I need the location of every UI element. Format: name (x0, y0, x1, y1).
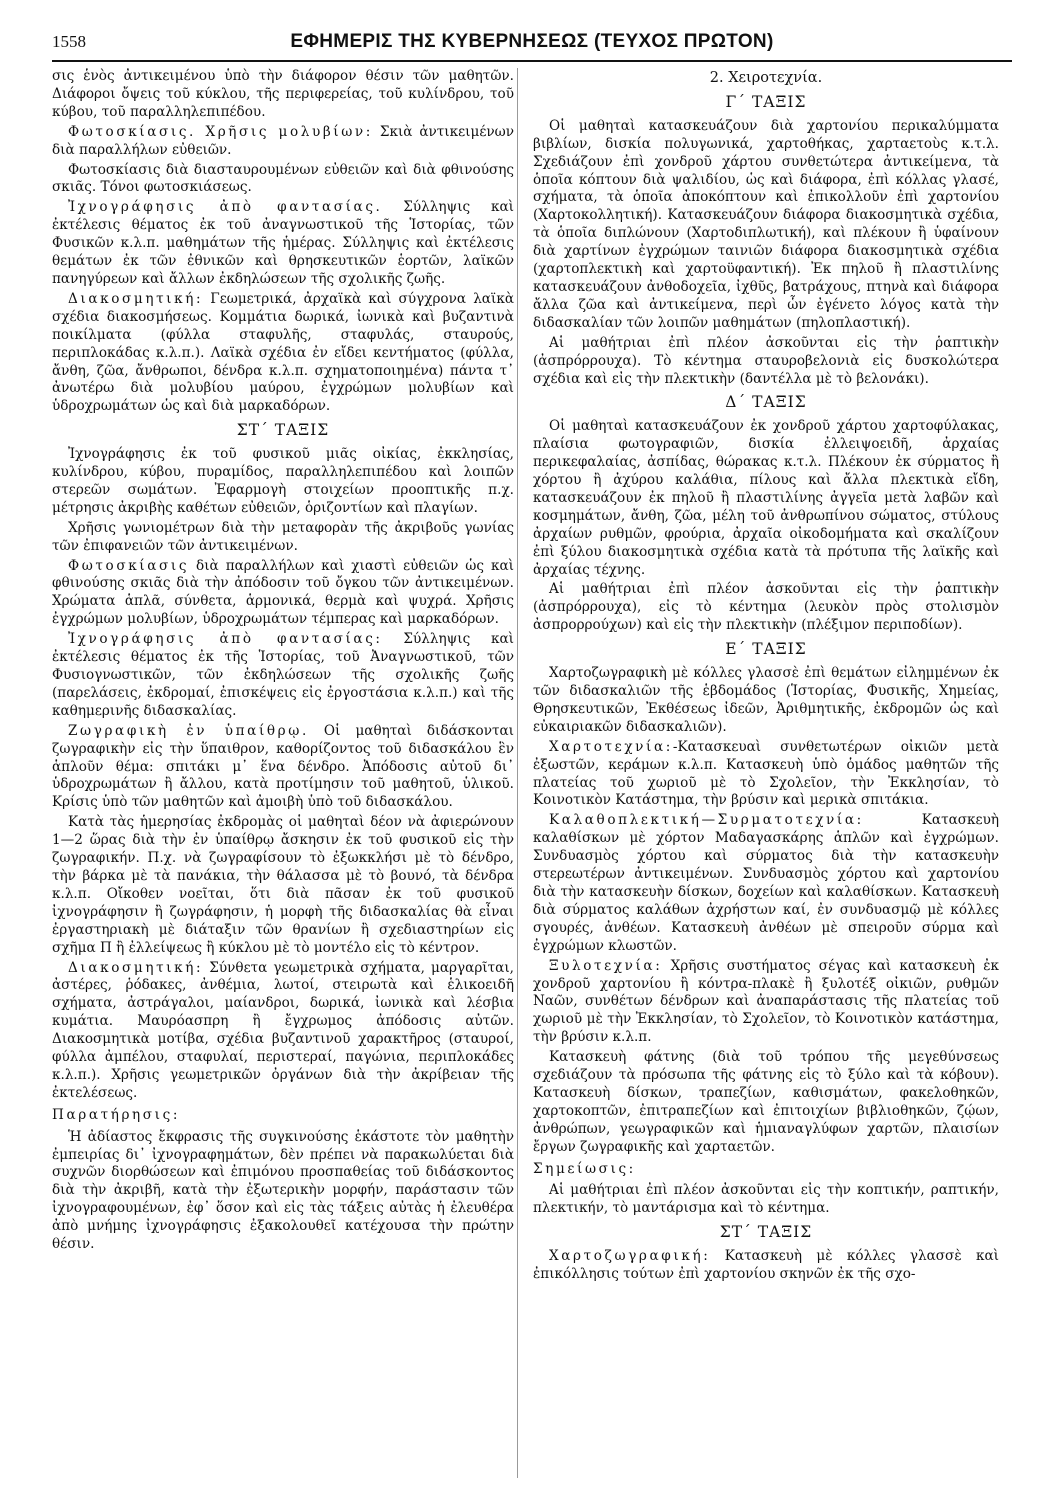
inline-heading: Φωτοσκίασις (68, 557, 190, 574)
paragraph-text: Γεωμετρικά, ἀρχαϊκὰ καὶ σύγχρονα λαϊκὰ σχέδια διακοσμήσεως. Κομμάτια δωρικά, ἰωνικὰ καὶ βυζαντινὰ ποικίλματα (φύλλα σταφυλῆς, σταφυλάς, σταυρούς, περιπλοκάδας κ.λ.π.). Λαϊκὰ σχέδια ἐν εἴδει κεντήματος (φύλλα, ἄνθη, ζῶα, ἄνθρωποι, δένδρα κ.λ.π. σχηματοποιημένα) πάντα τ᾽ ἀνωτέρω διὰ μολυβίου μαύρου, ἐγχρώμων μολυβίων καὶ ὑδροχρωμάτων ὡς καὶ διὰ μαρκαδόρων. (52, 290, 514, 415)
paragraph: σις ἑνὸς ἀντικειμένου ὑπὸ τὴν διάφορον θέσιν τῶν μαθητῶν. Διάφοροι ὄψεις τοῦ κύκλου, τῆς περιφερείας, τοῦ κυλίνδρου, τοῦ κύβου, τοῦ παραλληλεπιπέδου. (52, 68, 514, 120)
paragraph (52, 291, 514, 416)
paragraph (52, 124, 514, 160)
paragraph: Χαρτοζωγραφικὴ μὲ κόλλες γλασσὲ ἐπὶ θεμάτων εἰλημμένων ἐκ τῶν διδασκαλιῶν τῆς ἑβδομάδος (Ἱστορίας, Φυσικῆς, Χημείας, Θρησκευτικῶν, Ἐκθέσεως ἰδεῶν, Ἀριθμητικῆς, ἐκδρομῶν ὡς καὶ εὐκαιριακῶν διδασκαλιῶν). (533, 665, 999, 735)
paragraph (52, 558, 514, 630)
paragraph (52, 960, 514, 1103)
paragraph-text: -Κατασκευαὶ συνθετωτέρων οἰκιῶν μετὰ ἐξωστῶν, κεράμων κ.λ.π. Κατασκευὴ ὑπὸ ὁμάδος μαθητῶν τῆς πλατείας τοῦ χωριοῦ μὲ τὸ Σχολεῖον, τὴν Ἐκκλησίαν, τὸ Κοινοτικὸν Κατάστημα, τὴν βρύσιν καὶ μερικὰ σπιτάκια. (533, 738, 999, 809)
page-header (52, 28, 1012, 62)
gazette-title: ΕΦΗΜΕΡΙΣ ΤΗΣ ΚΥΒΕΡΝΗΣΕΩΣ (ΤΕΥΧΟΣ ΠΡΩΤΟΝ) (290, 31, 774, 52)
paragraph (533, 812, 999, 955)
paragraph: Αἱ μαθήτριαι ἐπὶ πλέον ἀσκοῦνται εἰς τὴν ῥαπτικὴν (ἀσπρόρρουχα), εἰς τὸ κέντημα (λευκὸν πρὸς στολισμὸν ἀσπρορρούχων) καὶ εἰς τὴν πλεκτικὴν (πλέξιμον περιποδίων). (533, 581, 999, 634)
paragraph: Οἱ μαθηταὶ κατασκευάζουν διὰ χαρτονίου περικαλύμματα βιβλίων, δισκία πολυγωνικά, χαρτοθήκας, χαρταετοὺς κ.τ.λ. Σχεδιάζουν ἐπὶ χονδροῦ χάρτου συνθετώτερα ἀντικείμενα, τὰ ὁποῖα κόπτουν διὰ ψαλιδίου, ὡς καὶ διάφορα, ἐπὶ κόλλας γλασέ, σχήματα, τὰ ὁποῖα ἀποκόπτουν καὶ ἐπικολλοῦν ἐπὶ χαρτονίου (Χαρτοκολλητική). Κατασκευάζουν διάφορα διακοσμητικὰ σχέδια, τὰ ὁποῖα διπλώνουν (Χαρτοδιπλωτική), καὶ πλέκουν ἢ ὑφαίνουν διὰ χαρτίνων ἐγχρώμων ταινιῶν διάφορα διακοσμητικὰ σχέδια (χαρτοπλεκτικὴ καὶ χαρτοϋφαντική). Ἐκ πηλοῦ ἢ πλαστιλίνης κατασκευάζουν ἀνθοδοχεῖα, ἰχθῦς, βατράχους, πτηνὰ καὶ διάφορα ἄλλα ζῶα καὶ ἀντικείμενα, περὶ ὧν ἐγένετο λόγος κατὰ τὴν διδασκαλίαν τῶν λοιπῶν μαθημάτων (πηλοπλαστική). (533, 117, 999, 331)
paragraph-text: Κατασκευὴ καλαθίσκων μὲ χόρτον Μαδαγασκάρης ἁπλῶν καὶ ἐγχρώμων. Συνδυασμὸς χόρτου καὶ σύρματος διὰ τὴν κατασκευὴν στερεωτέρων ἀντικειμένων. Συνδυασμὸς χόρτου καὶ χαρτονίου διὰ τὴν κατασκευὴν δίσκων, δοχείων καὶ καλαθίσκων. Κατασκευὴ διὰ σύρματος καλάθων ἀχρήστων καί, ἐν συνδυασμῷ μὲ κόλλες σγουρές, ἀνθέων. Κατασκευὴ ἀνθέων μὲ σπειροῦν σύρμα καὶ ἐγχρώμων κλωστῶν. (533, 812, 999, 954)
paragraph-text: Σύλληψις καὶ ἐκτέλεσις θέματος ἐκ τοῦ ἀναγνωστικοῦ τῆς Ἱστορίας, τῶν Φυσικῶν κ.λ.π. μαθημάτων τῆς ἡμέρας. Σύλληψις καὶ ἐκτέλεσις θεμάτων ἐκ τῶν ἐθνικῶν καὶ θρησκευτικῶν ἑορτῶν, λαϊκῶν πανηγύρεων καὶ ἄλλων ἐκδηλώσεων τῆς σχολικῆς ζωῆς. (52, 199, 514, 287)
paragraph: Αἱ μαθήτριαι ἐπὶ πλέον ἀσκοῦνται εἰς τὴν κοπτικήν, ραπτικήν, πλεκτικήν, τὸ μαντάρισμα καὶ τὸ κέντημα. (533, 1182, 999, 1217)
section-title: ΣΤ΄ ΤΑΞΙΣ (236, 421, 330, 440)
inline-heading: Διακοσμητική: (68, 959, 204, 976)
paragraph: Ἰχνογράφησις ἐκ τοῦ φυσικοῦ μιᾶς οἰκίας, ἐκκλησίας, κυλίνδρου, κύβου, πυραμίδος, παραλληλεπιπέδου καὶ λοιπῶν στερεῶν σωμάτων. Ἐφαρμογὴ στοιχείων προοπτικῆς π.χ. μέτρησις ἀκριβὴς καθέτων εὐθειῶν, ὁριζοντίων καὶ πλαγίων. (52, 446, 514, 516)
right-column (533, 68, 999, 1286)
paragraph-text: Σύλληψις καὶ ἐκτέλεσις θέματος ἐκ τῆς Ἱστορίας, τοῦ Ἀναγνωστικοῦ, τῶν Φυσιογνωστικῶν, τῶν ἐκδηλώσεων τῆς σχολικῆς ζωῆς (παρελάσεις, ἐκδρομαί, ἐπισκέψεις εἰς ἐργοστάσια κ.λ.π.) καὶ τῆς καθημερινῆς διδασκαλίας. (52, 631, 514, 719)
paragraph-text: Κατασκευὴ μὲ κόλλες γλασσὲ καὶ ἐπικόλλησις τούτων ἐπὶ χαρτονίου σκηνῶν ἐκ τῆς σχο- (533, 1248, 999, 1283)
paragraph (52, 723, 514, 813)
inline-heading: Ζωγραφικὴ ἐν ὑπαίθρῳ. (68, 722, 309, 739)
paragraph-text: διὰ παραλλήλων καὶ χιαστὶ εὐθειῶν ὡς καὶ φθινούσης σκιᾶς διὰ τὴν ἀπόδοσιν τοῦ ὄγκου τῶν ἀντικειμένων. Χρώματα ἁπλᾶ, σύνθετα, ἁρμονικά, θερμὰ καὶ ψυχρά. Χρῆσις ἐγχρώμων μολυβίων, ὑδροχρωμάτων τέμπερας καὶ μαρκαδόρων. (52, 557, 514, 628)
paragraph: Αἱ μαθήτριαι ἐπὶ πλέον ἀσκοῦνται εἰς τὴν ῥαπτικὴν (ἀσπρόρρουχα). Τὸ κέντημα σταυροβελονιὰ εἰς δυσκολώτερα σχέδια καὶ εἰς τὴν πλεκτικὴν (δαντέλλα μὲ τὸ βελονάκι). (533, 334, 999, 387)
column-divider (517, 68, 518, 1478)
paragraph-text: Οἱ μαθηταὶ διδάσκονται ζωγραφικὴν εἰς τὴν ὕπαιθρον, καθορίζοντος τοῦ διδασκάλου ἓν ἁπλοῦν θέμα: σπιτάκι μ᾽ ἕνα δένδρο. Ἀπόδοσις αὐτοῦ δι᾽ ὑδροχρωμάτων ἢ ἄλλου, κατὰ προτίμησιν τοῦ μαθητοῦ, ὑλικοῦ. Κρίσις ὑπὸ τῶν μαθητῶν καὶ ἀμοιβὴ ὑπὸ τοῦ διδασκάλου. (52, 722, 515, 811)
paragraph (52, 199, 514, 289)
paragraph: Οἱ μαθηταὶ κατασκευάζουν ἐκ χονδροῦ χάρτου χαρτοφύλακας, πλαίσια φωτογραφιῶν, δισκία ἐλλειψοειδῆ, ἀρχαίας περικεφαλαίας, ἀσπίδας, θώρακας κ.τ.λ. Πλέκουν ἐκ σύρματος ἢ χόρτου ἢ ἀχύρου καλάθια, πίλους καὶ ἄλλα πλεκτικὰ εἴδη, κατασκευάζουν ἐκ πηλοῦ ἢ πλαστιλίνης ἀγγεῖα μετὰ λαβῶν καὶ κοσμημάτων, ἄνθη, ζῶα, μέλη τοῦ ἀνθρωπίνου σώματος, στύλους ἀρχαίων ρυθμῶν, φρούρια, ἀρχαῖα οἰκοδομήματα καὶ σκαλίζουν ἐπὶ ξύλου διακοσμητικὰ σχέδια κατὰ τὰ πρότυπα τῆς λαϊκῆς καὶ ἀρχαίας τέχνης. (533, 418, 999, 578)
section-title: Γ΄ ΤΑΞΙΣ (725, 92, 807, 111)
paragraph: Κατὰ τὰς ἡμερησίας ἐκδρομὰς οἱ μαθηταὶ δέον νὰ ἀφιερώνουν 1—2 ὥρας διὰ τὴν ἐν ὑπαίθρῳ ἄσκησιν ἐκ τοῦ φυσικοῦ εἰς τὴν ζωγραφικήν. Π.χ. νὰ ζωγραφίσουν τὸ ἐξωκκλήσι μὲ τὸ δένδρο, τὴν βάρκα μὲ τὰ πανάκια, τὴν θάλασσα μὲ τὸ βουνό, τὰ δένδρα κ.λ.π. Οἴκοθεν νοεῖται, ὅτι διὰ πᾶσαν ἐκ τοῦ φυσικοῦ ἰχνογράφησιν ἢ ζωγράφησιν, ἡ μορφὴ τῆς διδασκαλίας θὰ εἶναι ἐργαστηριακὴ μὲ διάταξιν τῶν θρανίων ἢ σχεδιαστηρίων εἰς σχῆμα Π ἢ ἐλλείψεως ἢ κύκλου μὲ τὸ μοντέλο εἰς τὸ κέντρον. (52, 814, 514, 956)
note-label: Σημείωσις: (533, 1160, 636, 1177)
inline-heading: Ξυλοτεχνία: (549, 957, 663, 974)
paragraph (533, 1248, 999, 1284)
inline-heading: Ἰχνογράφησις ἀπὸ φαντασίας. (68, 199, 383, 216)
section-title: Δ΄ ΤΑΞΙΣ (725, 393, 807, 412)
paragraph: Χρῆσις γωνιομέτρων διὰ τὴν μεταφορὰν τῆς ἀκριβοῦς γωνίας τῶν ἐπιφανειῶν τῶν ἀντικειμένων. (52, 519, 514, 554)
paragraph-text: Σύνθετα γεωμετρικὰ σχήματα, μαργαρῖται, ἀστέρες, ῥόδακες, ἀνθέμια, λωτοί, στειρωτὰ καὶ ἑλικοειδῆ σχήματα, ἀστράγαλοι, μαίανδροι, δωρικά, ἰωνικὰ καὶ λέσβια κυμάτια. Μαυρόασπρη ἢ ἔγχρωμος ἀπόδοσις αὐτῶν. Διακοσμητικὰ μοτίβα, σχέδια βυζαντινοῦ χαρακτῆρος (σταυροί, φύλλα ἀμπέλου, σταφυλαί, περιστεραί, παγώνια, περιπλοκάδες κ.λ.π.). Χρῆσις γεωμετρικῶν ὀργάνων διὰ τὴν ἀκρίβειαν τῆς ἐκτελέσεως. (52, 959, 514, 1101)
section-title: Ε΄ ΤΑΞΙΣ (725, 640, 807, 659)
paragraph-text: Χρῆσις συστήματος σέγας καὶ κατασκευὴ ἐκ χονδροῦ χαρτονίου ἢ κόντρα-πλακὲ ἢ ξυλοτέξ οἰκιῶν, ρυθμῶν Ναῶν, συνθέτων δένδρων καὶ ἀναπαράστασις τῆς πλατείας τοῦ χωριοῦ μὲ τὴν Ἐκκλησίαν, τὸ Σχολεῖον, τὸ Κοινοτικὸν κατάστημα, τὴν βρύσιν κ.λ.π. (533, 957, 999, 1046)
inline-heading: Χαρτοτεχνία: (549, 738, 673, 755)
inline-heading: Φωτοσκίασις. Χρῆσις μολυβίων: (68, 123, 373, 140)
inline-heading: Χαρτοζωγραφική: (549, 1248, 711, 1265)
paragraph (533, 958, 999, 1048)
paragraph: Φωτοσκίασις διὰ διασταυρουμένων εὐθειῶν καὶ διὰ φθινούσης σκιᾶς. Τόνοι φωτοσκιάσεως. (52, 161, 514, 196)
paragraph (533, 739, 999, 811)
inline-heading: Ἰχνογράφησις ἀπὸ φαντασίας: (68, 631, 383, 648)
paragraph: Κατασκευὴ φάτνης (διὰ τοῦ τρόπου τῆς μεγεθύνσεως σχεδιάζουν τὰ πρόσωπα τῆς φάτνης εἰς τὸ ξύλο καὶ τὰ κόβουν). Κατασκευὴ δίσκων, τραπεζίων, καθισμάτων, φακελοθηκῶν, χαρτοκοπτῶν, ἐπιτραπεζίων καὶ ἐπιτοιχίων βιβλιοθηκῶν, ζῴων, ἀνθρώπων, γεωγραφικῶν καὶ ἡμιαναγλύφων χαρτῶν, πλαισίων ἔργων ζωγραφικῆς καὶ χαρταετῶν. (533, 1049, 999, 1155)
inline-heading: Καλαθοπλεκτική—Συρματοτεχνία: (549, 812, 864, 829)
paragraph (52, 631, 514, 721)
paragraph-text: Σκιὰ ἀντικειμένων διὰ παραλλήλων εὐθειῶν. (52, 123, 514, 158)
remark-label: Παρατήρησις: (52, 1106, 181, 1123)
page-number: 1558 (52, 32, 86, 51)
left-column (52, 68, 514, 1256)
subsection-heading: 2. Χειροτεχνία. (709, 70, 823, 86)
section-title: ΣΤ΄ ΤΑΞΙΣ (719, 1223, 813, 1242)
paragraph: Ἡ ἀδίαστος ἔκφρασις τῆς συγκινούσης ἑκάστοτε τὸν μαθητὴν ἐμπειρίας δι᾽ ἰχνογραφημάτων, δὲν πρέπει νὰ παρακωλύεται διὰ συχνῶν διορθώσεων καὶ ἐπιμόνου προσπαθείας τοῦ διδάσκοντος διὰ τὴν ἀκριβῆ, κατὰ τὴν ἐξωτερικὴν μορφήν, παράστασιν τῶν ἰχνογραφουμένων, ἐφ᾽ ὅσον καὶ εἰς τὰς τάξεις αὐτὰς ἡ ἐλευθέρα ἀπὸ μνήμης ἰχνογράφησις ἐξακολουθεῖ κατέχουσα τὴν πρώτην θέσιν. (52, 1128, 514, 1253)
inline-heading: Διακοσμητική: (68, 290, 204, 307)
